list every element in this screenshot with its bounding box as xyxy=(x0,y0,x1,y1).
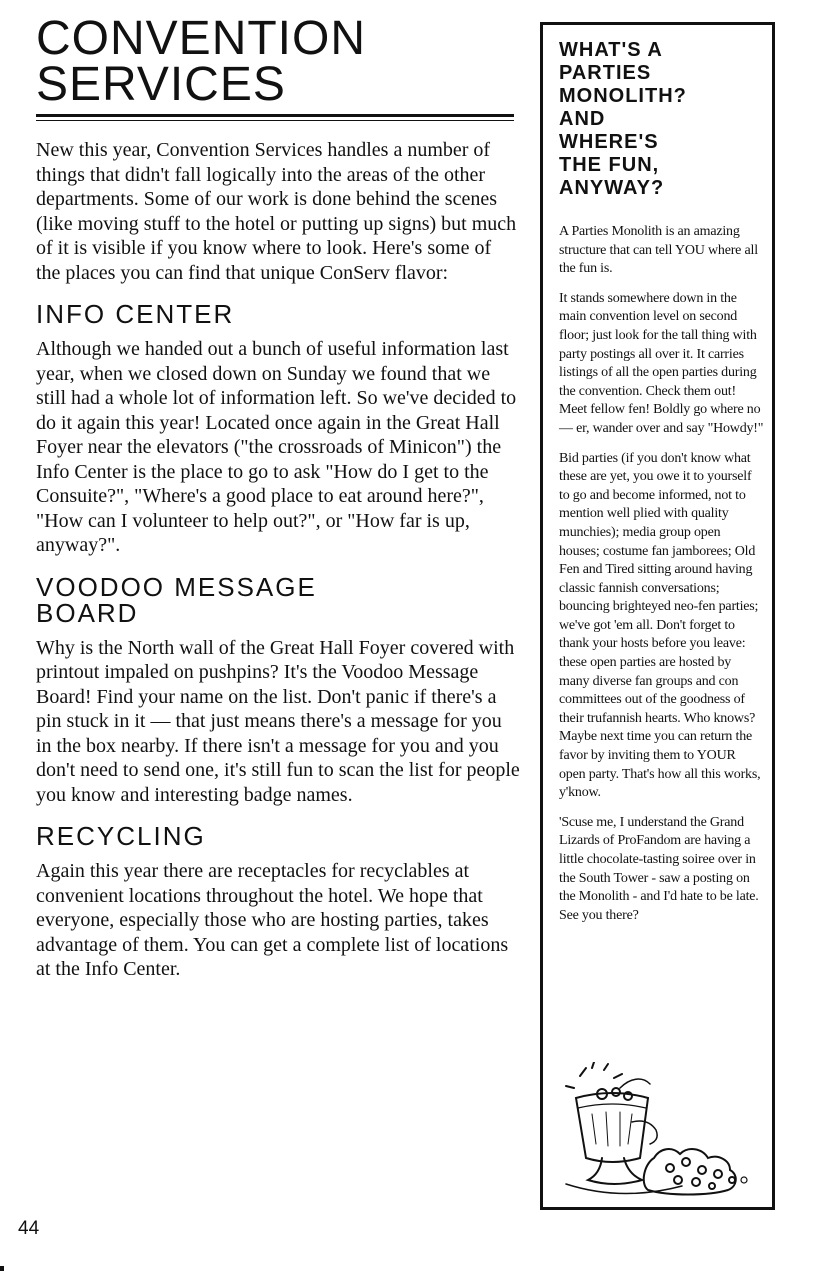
main-column xyxy=(36,138,520,998)
sidebar-title-line: WHERE'S xyxy=(559,131,659,153)
title-rule-thin xyxy=(36,120,514,121)
sidebar-title xyxy=(559,39,759,200)
page-number: 44 xyxy=(18,1218,40,1239)
section-heading-info-center: INFO CENTER xyxy=(36,299,235,329)
sidebar-paragraph: It stands somewhere down in the main convention level on second floor; just look for the tall thing with party postings all over it. It carries listings of all the open parties during the convention. Check them out! Meet fellow fen! Boldly go where no — er, wander over and say "Howdy!" xyxy=(559,290,764,436)
section-text-voodoo: Why is the North wall of the Great Hall Foyer covered with printout impaled on pushpins? It's the Voodoo Message Board! Find your name on the list. Don't panic if there's a pin stuck in it — that just means there's a message for you in the box nearby. If there isn't a message for you and you don't need to send one, it's still fun to scan the list for people you know and interesting badge names. xyxy=(36,636,520,806)
page-title-line2: SERVICES xyxy=(36,58,286,111)
sidebar-title-line: MONOLITH? xyxy=(559,85,687,107)
sidebar-title-line: PARTIES xyxy=(559,62,652,84)
page-title-line1: CONVENTION xyxy=(36,12,367,65)
section-heading-recycling: RECYCLING xyxy=(36,821,206,851)
sidebar-title-line: THE FUN, xyxy=(559,154,660,176)
sidebar-title-line: AND xyxy=(559,108,606,130)
page-title xyxy=(36,12,516,111)
title-rule-thick xyxy=(36,114,514,117)
section-heading-voodoo: VOODOO MESSAGE BOARD xyxy=(36,571,317,628)
sidebar-paragraph: A Parties Monolith is an amazing structure that can tell YOU where all the fun is. xyxy=(559,224,758,277)
sidebar-paragraph: Bid parties (if you don't know what these are yet, you owe it to yourself to go and become informed, not to mention well plied with quality munchies); media group open houses; costume fan jamborees; Old Fen and Tired sitting around having classic fannish conversations; bouncing brighteyed neo-fen parties; we've got 'em all. Don't forget to thank your hosts before you leave: these open parties are hosted by many diverse fan groups and con committees out of the goodness of their trufannish hearts. Who knows? Maybe next time you can return the favor by inviting them to YOUR open party. That's how all this works, y'know. xyxy=(559,450,761,801)
sidebar-paragraph: 'Scuse me, I understand the Grand Lizards of ProFandom are having a little chocolate-tasting soiree over in the South Tower - saw a posting on the Monolith - and I'd hate to be late. See you there? xyxy=(559,814,759,923)
intro-paragraph: New this year, Convention Services handles a number of things that didn't fall logically into the areas of the other departments. Some of our work is done behind the scenes (like moving stuff to the hotel or putting up signs) but much of it is visible if you know where to look. Here's some of the places you can find that unique ConServ flavor: xyxy=(36,139,517,284)
scan-mark xyxy=(0,1266,4,1271)
sidebar-title-line: ANYWAY? xyxy=(559,177,665,199)
section-text-recycling: Again this year there are receptacles for recyclables at convenient locations throughout the hotel. We hope that everyone, especially those who are hosting parties, takes advantage of them. You can get a complete list of locations at the Info Center. xyxy=(36,860,509,980)
party-cup-illustration-icon xyxy=(562,1062,758,1198)
sidebar-title-line: WHAT'S A xyxy=(559,39,663,61)
sidebar-body xyxy=(559,223,764,936)
section-text-info-center: Although we handed out a bunch of useful information last year, when we closed down on Sunday we found that we still had a whole lot of information left. So we've decided to do it again this year! Located once again in the Great Hall Foyer near the elevators ("the crossroads of Minicon") the Info Center is the place to go to ask "How do I get to the Consuite?", "Where's a good place to eat around here?", "How can I volunteer to help out?", or "How far is up, anyway?". xyxy=(36,338,517,556)
sidebar-box xyxy=(540,22,775,1210)
